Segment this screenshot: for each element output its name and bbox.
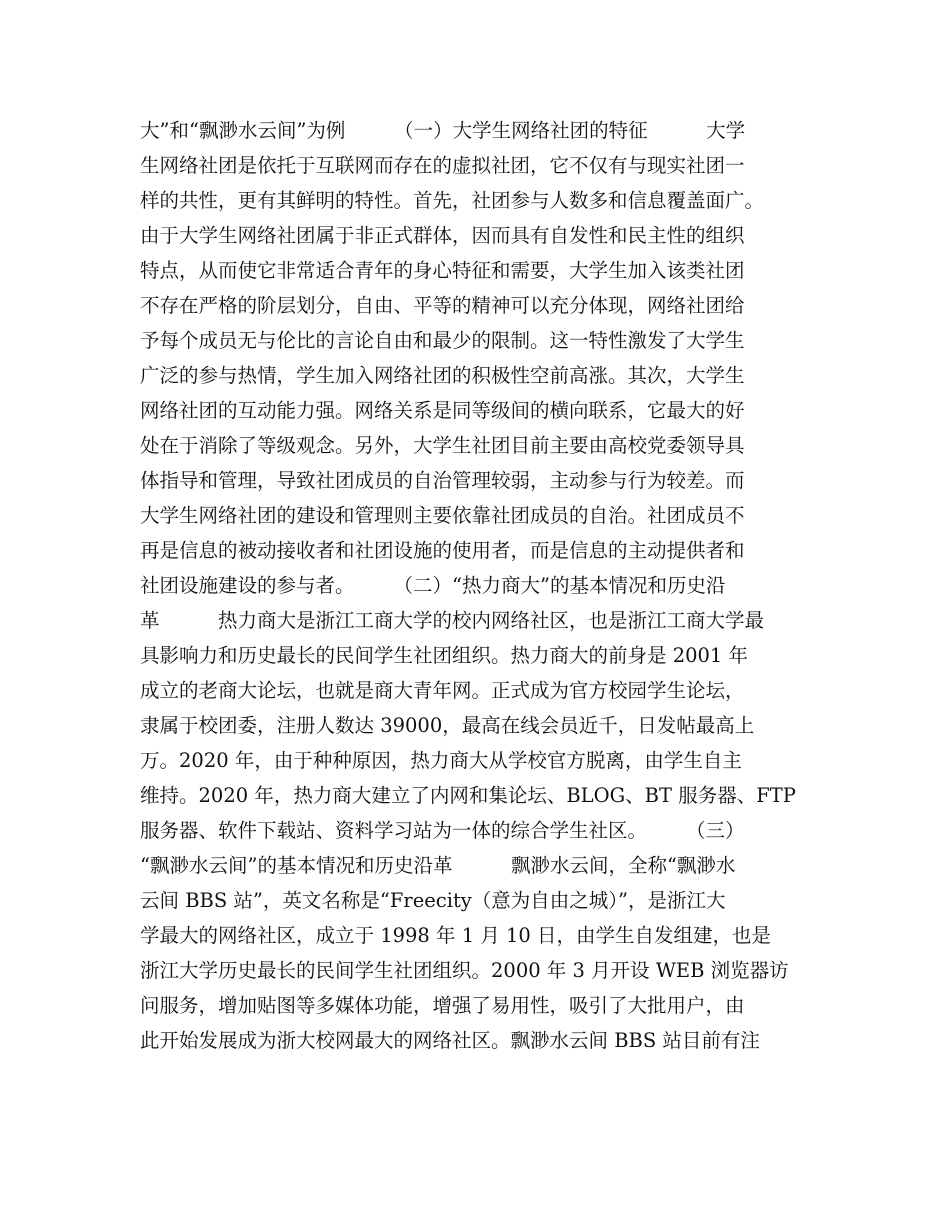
text-line: 处在于消除了等级观念。另外，大学生社团目前主要由高校党委领导具 xyxy=(140,434,745,457)
text-line: 此开始发展成为浙大校网最大的网络社区。飘渺水云间 BBS 站目前有注 xyxy=(140,1029,760,1052)
text-line: 社团设施建设的参与者。 （二）“热力商大”的基本情况和历史沿 xyxy=(140,574,726,597)
text-line: 服务器、软件下载站、资料学习站为一体的综合学生社区。 （三） xyxy=(140,819,745,842)
text-line: 万。2020 年，由于种种原因，热力商大从学校官方脱离，由学生自主 xyxy=(140,749,742,772)
text-line: 体指导和管理，导致社团成员的自治管理较弱，主动参与行为较差。而 xyxy=(140,469,745,492)
text-line: 学最大的网络社区，成立于 1998 年 1 月 10 日，由学生自发组建，也是 xyxy=(140,924,772,947)
text-line: 网络社团的互动能力强。网络关系是同等级间的横向联系，它最大的好 xyxy=(140,399,745,422)
text-line: 云间 BBS 站”，英文名称是“Freecity（意为自由之城）”，是浙江大 xyxy=(140,889,726,912)
text-line: 成立的老商大论坛，也就是商大青年网。正式成为官方校园学生论坛， xyxy=(140,679,745,702)
text-line: 维持。2020 年，热力商大建立了内网和集论坛、BLOG、BT 服务器、FTP xyxy=(140,784,796,807)
text-line: 问服务，增加贴图等多媒体功能，增强了易用性，吸引了大批用户，由 xyxy=(140,994,745,1017)
text-line: 予每个成员无与伦比的言论自由和最少的限制。这一特性激发了大学生 xyxy=(140,329,745,352)
text-line: 特点，从而使它非常适合青年的身心特征和需要，大学生加入该类社团 xyxy=(140,259,745,282)
text-line: “飘渺水云间”的基本情况和历史沿革 飘渺水云间，全称“飘渺水 xyxy=(140,854,736,877)
text-line: 浙江大学历史最长的民间学生社团组织。2000 年 3 月开设 WEB 浏览器访 xyxy=(140,959,789,982)
text-line: 样的共性，更有其鲜明的特性。首先，社团参与人数多和信息覆盖面广。 xyxy=(140,189,765,212)
text-line: 不存在严格的阶层划分，自由、平等的精神可以充分体现，网络社团给 xyxy=(140,294,745,317)
text-line: 具影响力和历史最长的民间学生社团组织。热力商大的前身是 2001 年 xyxy=(140,644,749,667)
text-line: 再是信息的被动接收者和社团设施的使用者，而是信息的主动提供者和 xyxy=(140,539,745,562)
text-line: 大学生网络社团的建设和管理则主要依靠社团成员的自治。社团成员不 xyxy=(140,504,745,527)
text-line: 广泛的参与热情，学生加入网络社团的积极性空前高涨。其次，大学生 xyxy=(140,364,745,387)
body-text xyxy=(140,113,820,1058)
text-line: 革 热力商大是浙江工商大学的校内网络社区，也是浙江工商大学最 xyxy=(140,609,765,632)
text-line: 大”和“飘渺水云间”为例 （一）大学生网络社团的特征 大学 xyxy=(140,119,746,142)
text-line: 隶属于校团委，注册人数达 39000，最高在线会员近千，日发帖最高上 xyxy=(140,714,755,737)
text-line: 生网络社团是依托于互联网而存在的虚拟社团，它不仅有与现实社团一 xyxy=(140,154,745,177)
text-line: 由于大学生网络社团属于非正式群体，因而具有自发性和民主性的组织 xyxy=(140,224,745,247)
